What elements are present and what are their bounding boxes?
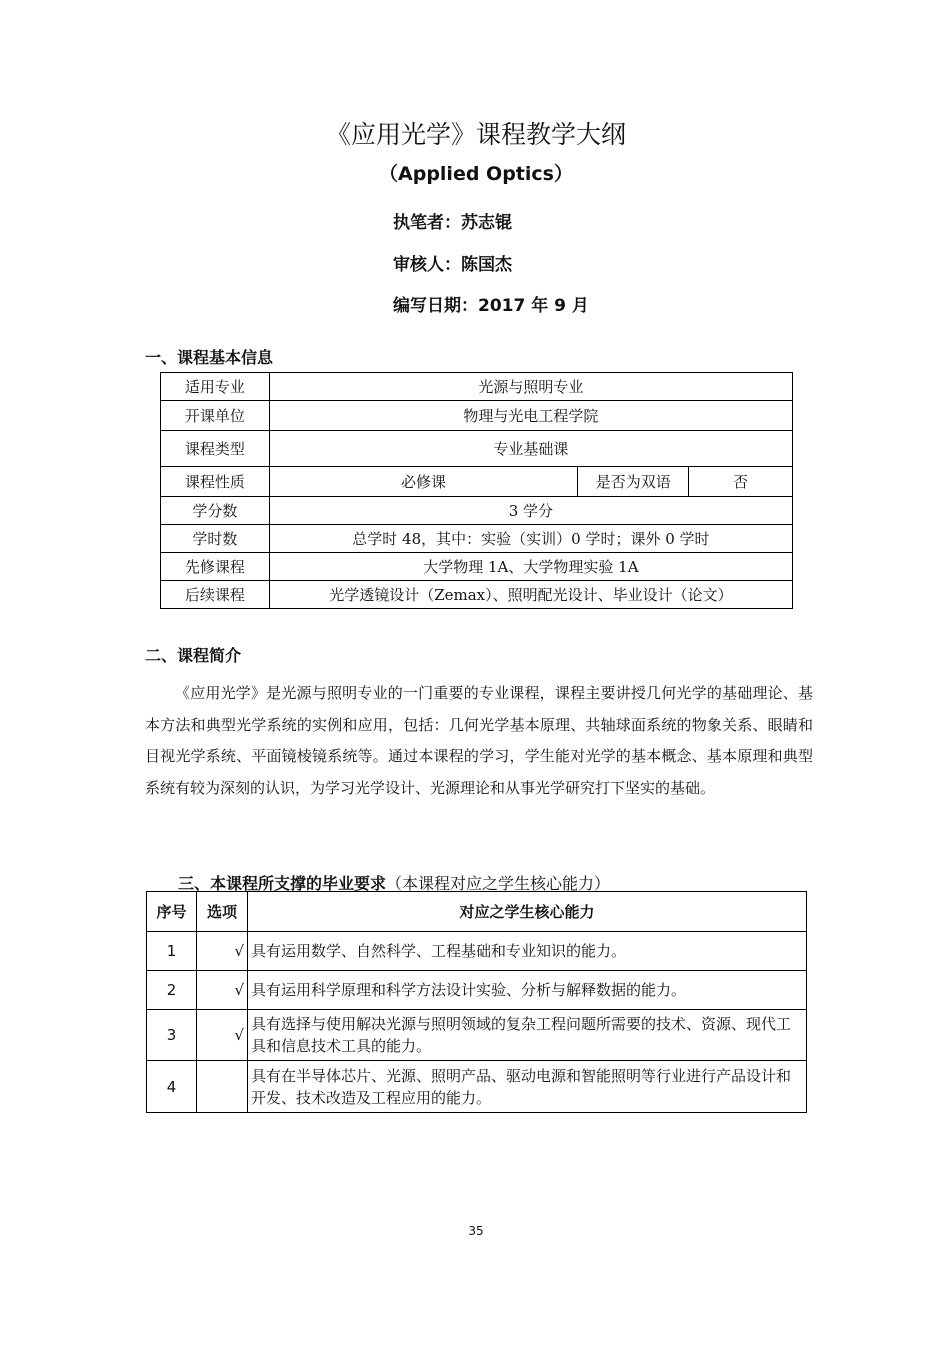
info-value: 专业基础课	[269, 431, 792, 467]
info-row-followups	[161, 581, 793, 609]
info-label: 先修课程	[161, 553, 270, 581]
req-check	[197, 1061, 248, 1113]
info-label: 课程性质	[161, 467, 270, 497]
req-number: 1	[147, 932, 197, 971]
req-text: 具有选择与使用解决光源与照明领域的复杂工程问题所需要的技术、资源、现代工具和信息技术工具的能力。	[248, 1010, 807, 1061]
info-value: 光学透镜设计（Zemax）、照明配光设计、毕业设计（论文）	[269, 581, 792, 609]
reviewer-line: 审核人：陈国杰	[393, 255, 512, 275]
info-label: 课程类型	[161, 431, 270, 467]
info-row-type	[161, 431, 793, 467]
req-check: √	[197, 1010, 248, 1061]
info-row-credits	[161, 497, 793, 525]
table-row	[147, 1061, 807, 1113]
table-row	[147, 1010, 807, 1061]
info-label: 学时数	[161, 525, 270, 553]
author-line: 执笔者：苏志锟	[393, 213, 512, 233]
date-line: 编写日期：2017 年 9 月	[393, 296, 589, 316]
req-text: 具有在半导体芯片、光源、照明产品、驱动电源和智能照明等行业进行产品设计和开发、技术改造及工程应用的能力。	[248, 1061, 807, 1113]
req-header-row	[147, 892, 807, 932]
page-number: 35	[468, 1224, 484, 1238]
info-row-hours	[161, 525, 793, 553]
table-row	[147, 932, 807, 971]
req-number: 2	[147, 971, 197, 1010]
section2-heading: 二、课程简介	[145, 646, 242, 665]
table-row	[147, 971, 807, 1010]
req-check: √	[197, 971, 248, 1010]
req-text: 具有运用科学原理和科学方法设计实验、分析与解释数据的能力。	[248, 971, 807, 1010]
info-value: 3 学分	[269, 497, 792, 525]
info-value: 大学物理 1A、大学物理实验 1A	[269, 553, 792, 581]
col-header-option: 选项	[197, 892, 248, 932]
info-label: 学分数	[161, 497, 270, 525]
info-value: 总学时 48，其中：实验（实训）0 学时；课外 0 学时	[269, 525, 792, 553]
info-bilingual-label: 是否为双语	[578, 467, 689, 497]
col-header-number: 序号	[147, 892, 197, 932]
req-text: 具有运用数学、自然科学、工程基础和专业知识的能力。	[248, 932, 807, 971]
info-label: 适用专业	[161, 373, 270, 401]
info-bilingual-value: 否	[689, 467, 793, 497]
info-row-prerequisites	[161, 553, 793, 581]
course-info-table	[160, 372, 793, 609]
section3-heading-main: 三、本课程所支撑的毕业要求	[178, 874, 387, 893]
info-value: 物理与光电工程学院	[269, 401, 792, 431]
info-row-major	[161, 373, 793, 401]
info-row-unit	[161, 401, 793, 431]
document-subtitle: （Applied Optics）	[379, 163, 573, 185]
info-value: 必修课	[269, 467, 577, 497]
col-header-ability: 对应之学生核心能力	[248, 892, 807, 932]
info-row-nature	[161, 467, 793, 497]
info-label: 开课单位	[161, 401, 270, 431]
req-number: 4	[147, 1061, 197, 1113]
graduation-requirements-table	[146, 891, 807, 1113]
req-check: √	[197, 932, 248, 971]
course-introduction: 《应用光学》是光源与照明专业的一门重要的专业课程，课程主要讲授几何光学的基础理论、基本方法和典型光学系统的实例和应用，包括：几何光学基本原理、共轴球面系统的物象关系、眼睛和目视光学系统、平面镜棱镜系统等。通过本课程的学习，学生能对光学的基本概念、基本原理和典型系统有较为深刻的认识，为学习光学设计、光源理论和从事光学研究打下坚实的基础。	[145, 684, 813, 797]
info-label: 后续课程	[161, 581, 270, 609]
req-number: 3	[147, 1010, 197, 1061]
document-title: 《应用光学》课程教学大纲	[325, 120, 626, 149]
section3-heading-note: （本课程对应之学生核心能力）	[386, 874, 611, 893]
info-value: 光源与照明专业	[269, 373, 792, 401]
section1-heading: 一、课程基本信息	[145, 348, 274, 367]
